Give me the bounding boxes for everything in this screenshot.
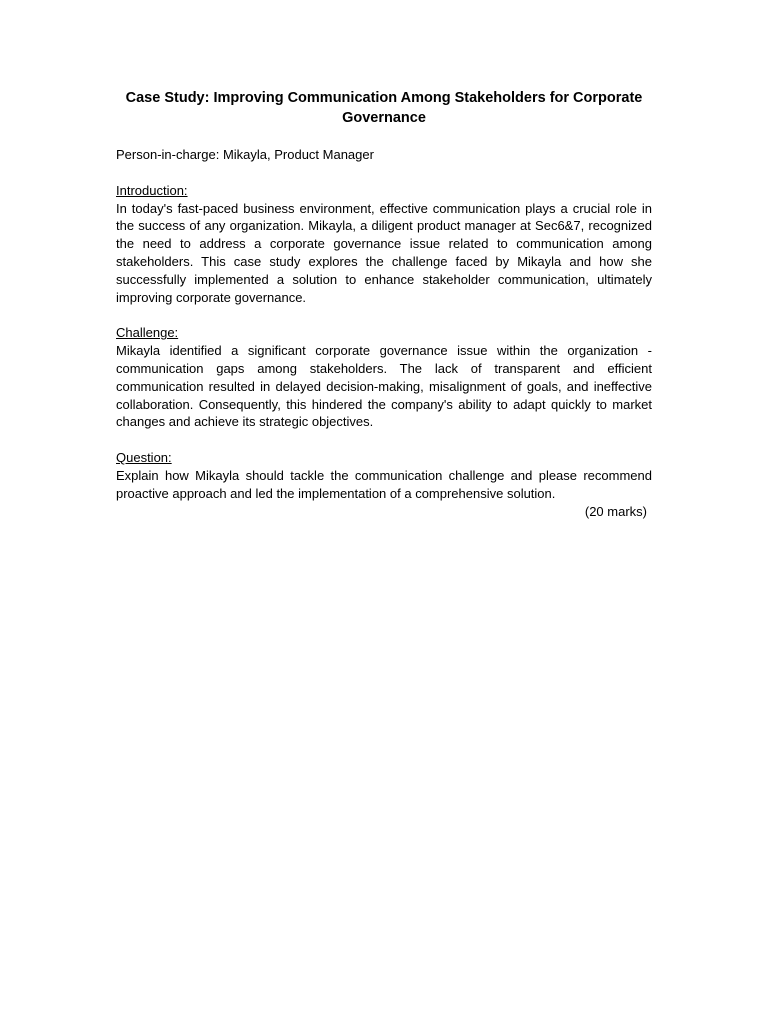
document-title: Case Study: Improving Communication Among Stakeholders for Corporate Governance bbox=[125, 90, 643, 126]
person-in-charge: Person-in-charge: Mikayla, Product Manager bbox=[116, 147, 374, 162]
question-heading: Question: bbox=[116, 450, 172, 466]
introduction-heading: Introduction: bbox=[116, 182, 188, 198]
question-body: Explain how Mikayla should tackle the communication challenge and please recommend proactive approach and led the implementation of a comprehensive solution. bbox=[116, 467, 652, 501]
document-content bbox=[116, 88, 652, 520]
challenge-section bbox=[116, 324, 652, 431]
question-section bbox=[116, 449, 652, 520]
introduction-body: In today's fast-paced business environment, effective communication plays a crucial role in the success of any organization. Mikayla, a diligent product manager at Sec6&7, recognized the need to address a corporate governance issue related to communication among stakeholders. This case study explores the challenge faced by Mikayla and how she successfully implemented a solution to enhance stakeholder communication, ultimately improving corporate governance. bbox=[116, 200, 652, 305]
question-marks: (20 marks) bbox=[584, 503, 647, 519]
introduction-section bbox=[116, 182, 652, 307]
challenge-heading: Challenge: bbox=[116, 325, 179, 341]
challenge-body: Mikayla identified a significant corporate governance issue within the organization - communication gaps among stakeholders. The lack of transparent and efficient communication resulted in delayed decision-making, misalignment of goals, and ineffective collaboration. Consequently, this hindered the company's ability to adapt quickly to market changes and achieve its strategic objectives. bbox=[116, 343, 652, 430]
